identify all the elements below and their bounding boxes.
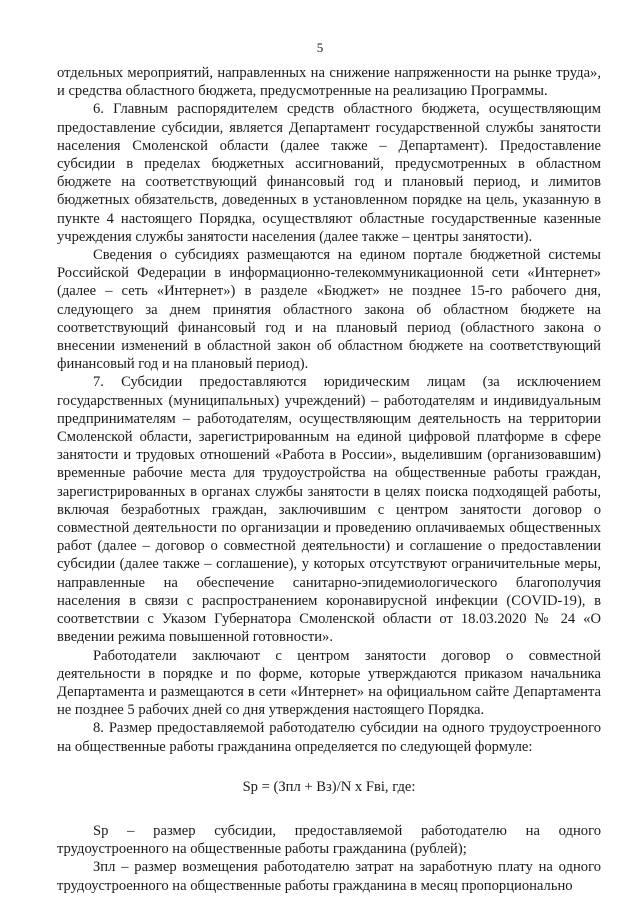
paragraph-employers-agreement: Работодатели заключают с центром занятости договор о совместной деятельности в порядке и по форме, которые утверждаются приказом начальника Департамента и размещаются в сети «Интернет» на официальном сайте Департамента не позднее 5 рабочих дней со дня утверждения настоящего Порядка. [57,647,601,719]
paragraph-item-7: 7. Субсидии предоставляются юридическим лицам (за исключением государственных (муниципальных) учреждений) – работодателям и индивидуальным предпринимателям – работодателям, осуществляющим деятельность на территории Смоленской области, зарегистрированным на единой цифровой платформе в сфере занятости и трудовых отношений «Работа в России», выделившим (организовавшим) временные рабочие места для трудоустройства на общественные работы граждан, зарегистрированных в органах службы занятости в целях поиска подходящей работы, включая безработных граждан, заключившим с центром занятости договор о совместной деятельности по организации и проведению оплачиваемых общественных работ (далее – договор о совместной деятельности) и соглашение о предоставлении субсидии (далее также – соглашение), у которых отсутствуют ограничительные меры, направленные на обеспечение санитарно-эпидемиологического благополучия населения в связи с распространением коронавирусной инфекции (COVID-19), в соответствии с Указом Губернатора Смоленской области от 18.03.2020 № 24 «О введении режима повышенной готовности». [57,374,601,646]
subsidy-formula: Sр = (Зпл + Вз)/N x Fвi, где: [242,778,416,795]
paragraph-item-8: 8. Размер предоставляемой работодателю субсидии на одного трудоустроенного на общественные работы гражданина определяется по следующей формуле: [57,720,601,755]
definition-sr: Sр – размер субсидии, предоставляемой работодателю на одного трудоустроенного на общественные работы гражданина (рублей); [57,822,601,858]
paragraph-subsidy-info: Сведения о субсидиях размещаются на едином портале бюджетной системы Российской Федерации в информационно-телекоммуникационной сети «Интернет» (далее – сеть «Интернет») в разделе «Бюджет» не позднее 15-го рабочего дня, следующего за днем принятия областного закона об областном бюджете на соответствующий финансовый год и на плановый период (областного закона о внесении изменений в областной закон об областном бюджете на соответствующий финансовый год и на плановый период). [57,247,601,373]
document-body [57,64,601,895]
paragraph-item-6: 6. Главным распорядителем средств областного бюджета, осуществляющим предоставление субсидии, является Департамент государственной службы занятости населения Смоленской области (далее также – Департамент). Предоставление субсидии в пределах бюджетных ассигнований, предусмотренных в областном бюджете на соответствующий финансовый год и плановый период, и лимитов бюджетных обязательств, доведенных в установленном порядке на цель, указанную в пункте 4 настоящего Порядка, осуществляют областные государственные казенные учреждения службы занятости населения (далее также – центры занятости). [57,101,601,245]
page-number: 5 [316,40,324,55]
definition-zpl: Зпл – размер возмещения работодателю затрат на заработную плату на одного трудоустроенного на общественные работы гражданина в месяц пропорционально [57,859,601,894]
paragraph-continuation: отдельных мероприятий, направленных на снижение напряженности на рынке труда», и средства областного бюджета, предусмотренные на реализацию Программы. [57,65,601,100]
